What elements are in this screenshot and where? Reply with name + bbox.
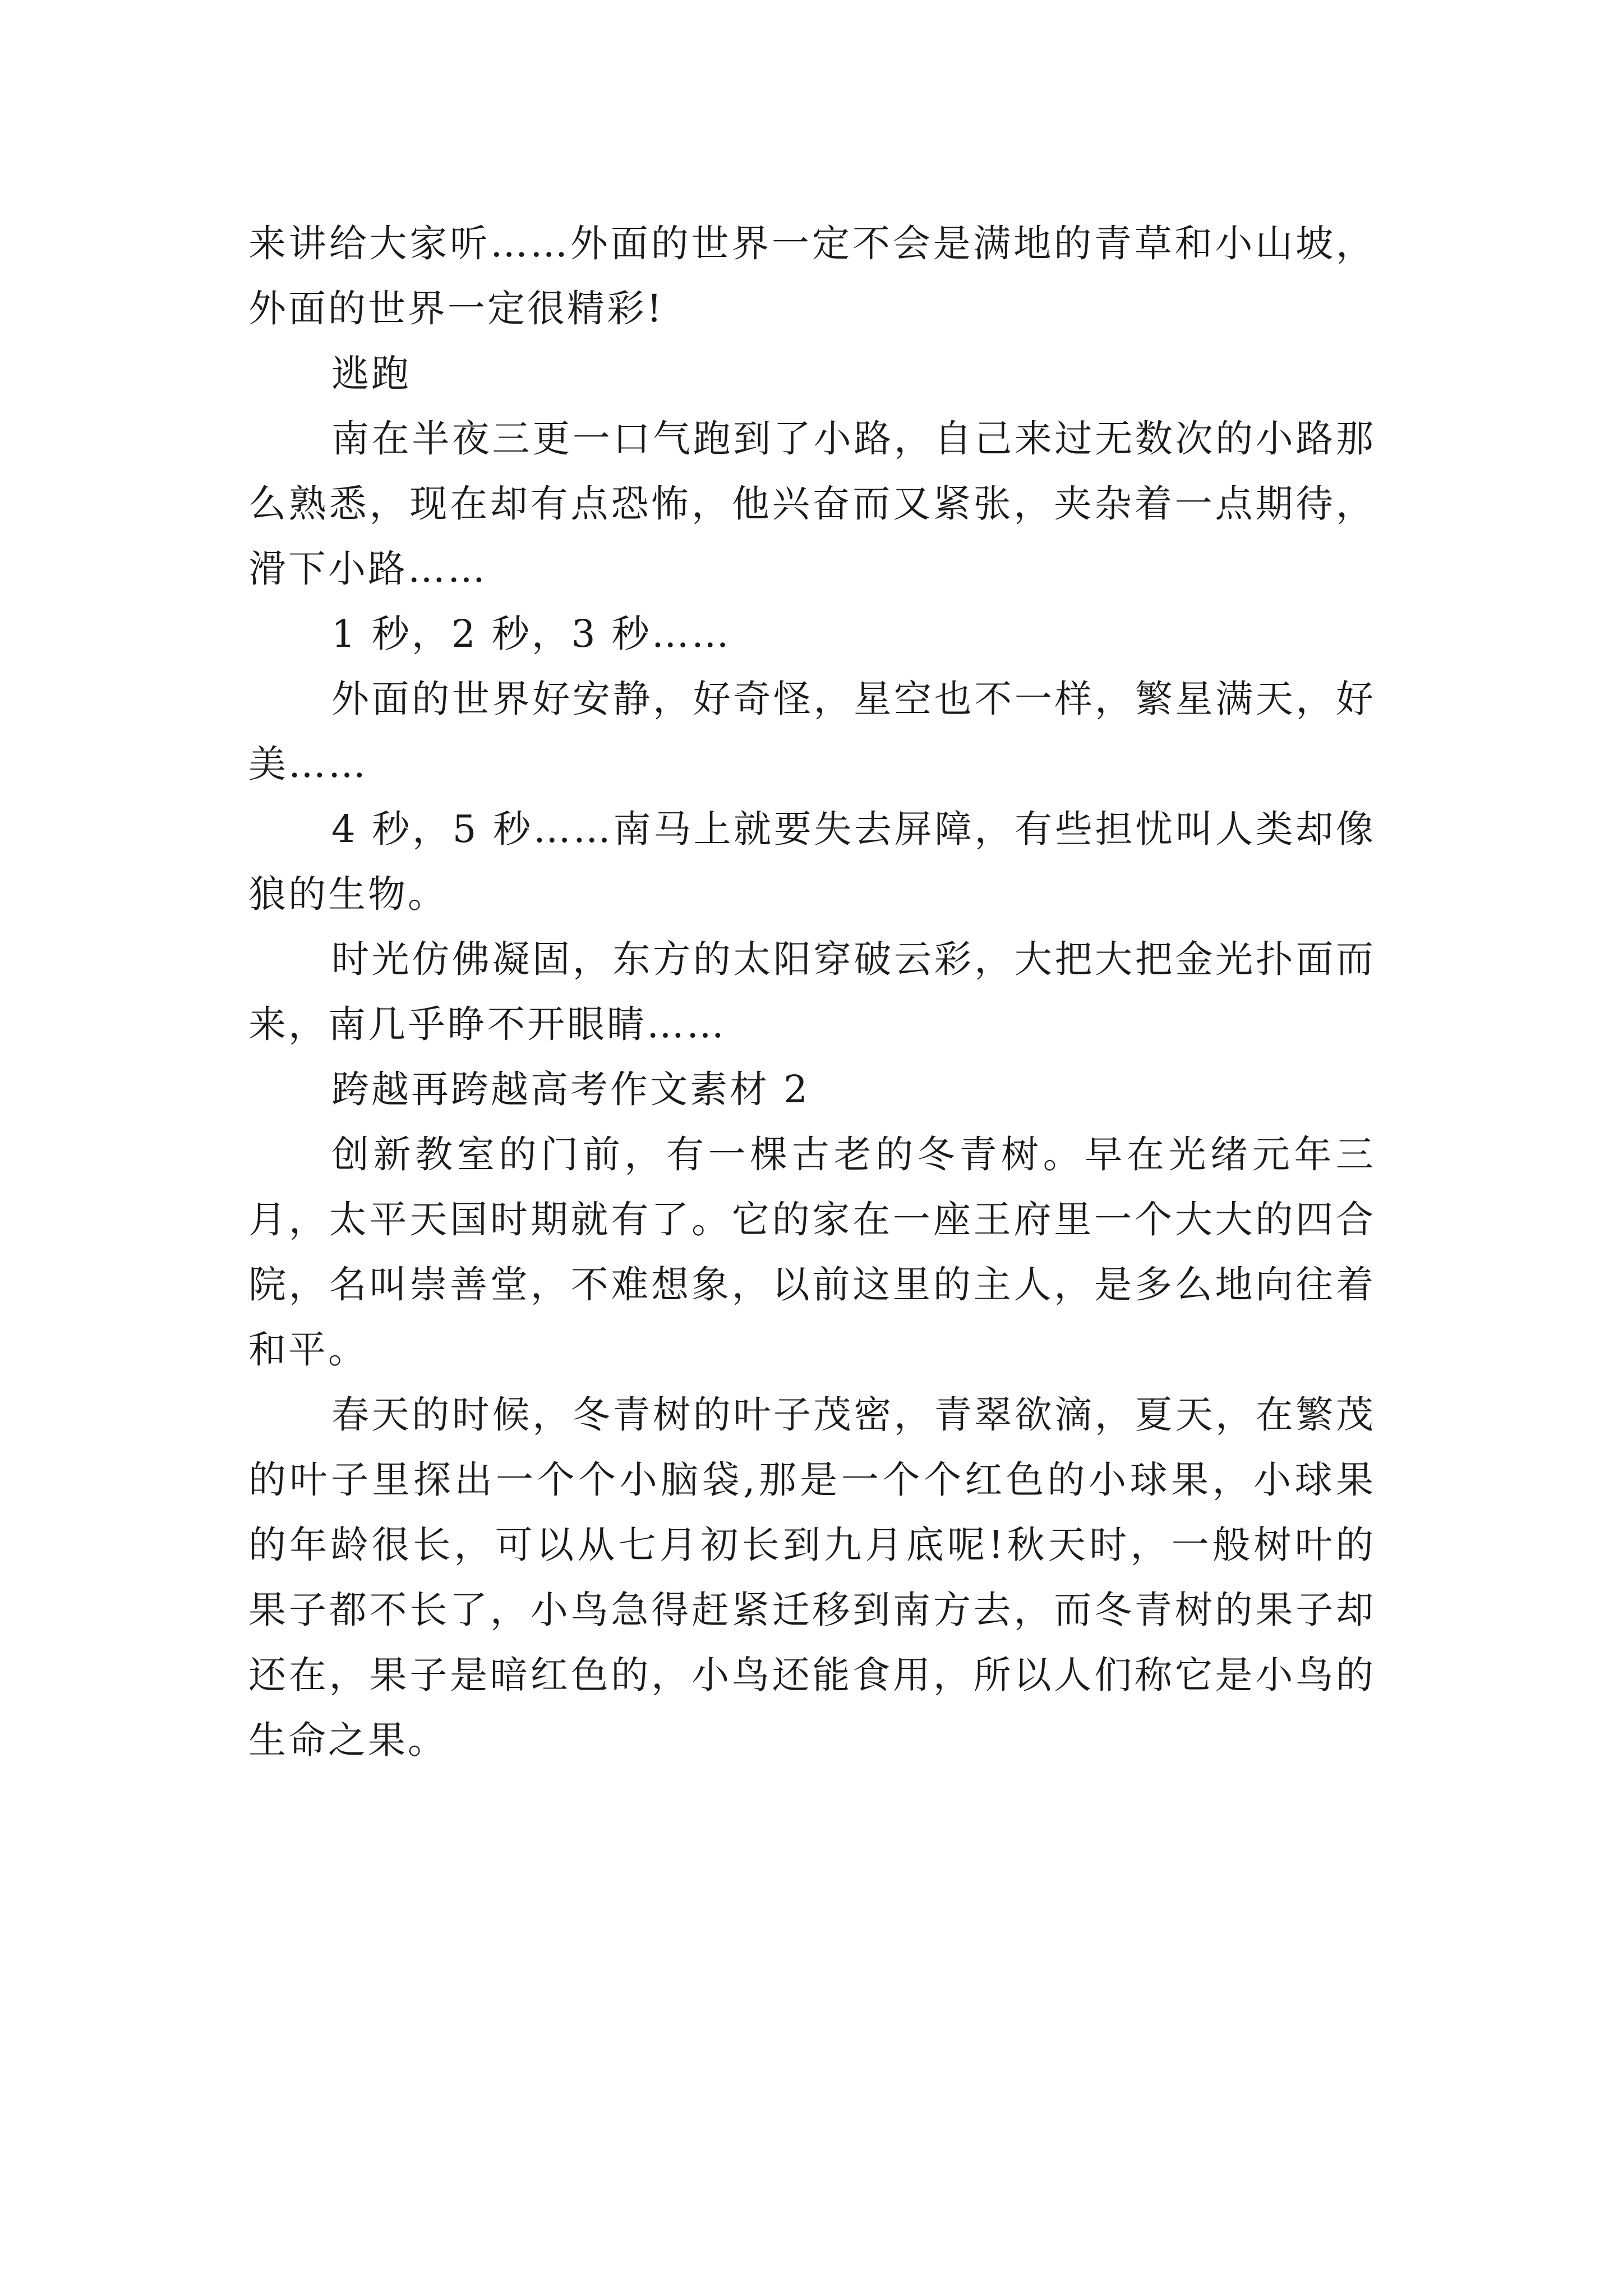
section-heading-escape: 逃跑 bbox=[331, 352, 411, 395]
paragraph: 外面的世界好安静，好奇怪，星空也不一样，繁星满天，好美…… bbox=[248, 677, 1376, 786]
paragraph: 南在半夜三更一口气跑到了小路，自己来过无数次的小路那么熟悉，现在却有点恐怖，他兴奋而又紧张，夹杂着一点期待，滑下小路…… bbox=[248, 417, 1376, 591]
paragraph: 4 秒，5 秒……南马上就要失去屏障，有些担忧叫人类却像狼的生物。 bbox=[248, 807, 1376, 916]
document-body bbox=[248, 211, 1376, 1773]
paragraph: 创新教室的门前，有一棵古老的冬青树。早在光绪元年三月，太平天国时期就有了。它的家在一座王府里一个大大的四合院，名叫崇善堂，不难想象，以前这里的主人，是多么地向往着和平。 bbox=[248, 1133, 1376, 1372]
paragraph-continuation: 来讲给大家听……外面的世界一定不会是满地的青草和小山坡，外面的世界一定很精彩! bbox=[248, 222, 1376, 330]
paragraph: 时光仿佛凝固，东方的太阳穿破云彩，大把大把金光扑面而来，南几乎睁不开眼睛…… bbox=[248, 937, 1376, 1046]
paragraph: 春天的时候，冬青树的叶子茂密，青翠欲滴，夏天，在繁茂的叶子里探出一个个小脑袋,那是一个个红色的小球果，小球果的年龄很长，可以从七月初长到九月底呢!秋天时，一般树叶的果子都不长了，小鸟急得赶紧迁移到南方去，而冬青树的果子却还在，果子是暗红色的，小鸟还能食用，所以人们称它是小鸟的生命之果。 bbox=[248, 1393, 1376, 1762]
paragraph: 1 秒，2 秒，3 秒…… bbox=[331, 612, 731, 656]
section-heading: 跨越再跨越高考作文素材 2 bbox=[331, 1068, 810, 1111]
